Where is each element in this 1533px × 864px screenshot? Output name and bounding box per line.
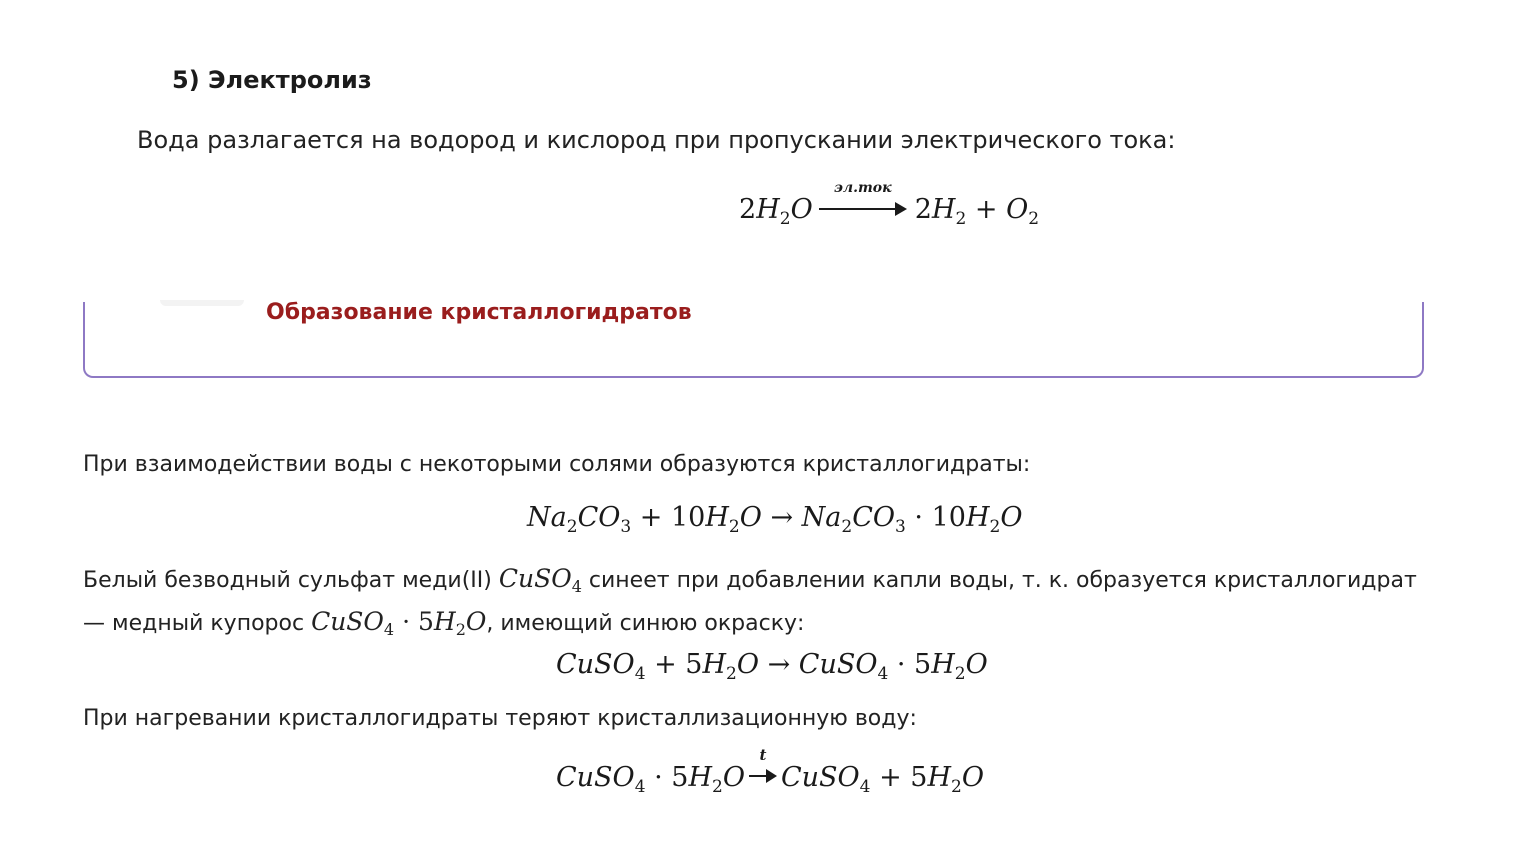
heating-paragraph: При нагревании кристаллогидраты теряют кристаллизационную воду: — [83, 706, 917, 731]
copper-text-part1: Белый безводный сульфат меди(II) — [83, 568, 492, 593]
copper-hydration-equation: CuSO$_4$ + $5H_2O$ → CuSO$_4$ · $5H_2O$ — [556, 649, 988, 684]
electrolysis-paragraph: Вода разлагается на водород и кислород при пропускании электрического тока: — [137, 126, 1176, 154]
crystal-intro-paragraph: При взаимодействии воды с некоторыми солями образуются кристаллогидраты: — [83, 452, 1031, 477]
soda-equation: $Na_2CO_3 + 10H_2O \to Na_2CO_3 \cdot 10H_2O$ — [527, 502, 1023, 537]
box-decoration — [160, 300, 244, 306]
electrolysis-equation: $2H_2O$ эл.ток $2H_2 + O_2$ — [739, 180, 1040, 229]
copper-sulfate-paragraph — [83, 558, 1443, 644]
crystal-box-title: Образование кристаллогидратов — [266, 300, 692, 325]
heat-arrow — [749, 746, 777, 784]
copper-text-part2: синеет при добавлении капли воды, т. к. образуется кристаллогидрат — медный купорос — [83, 568, 1417, 636]
copper-text-part3: , имеющий синюю окраску: — [486, 611, 805, 636]
section-heading: 5) Электролиз — [172, 66, 372, 94]
reaction-arrow — [819, 180, 907, 216]
arrow-label: эл.ток — [833, 180, 892, 196]
dehydration-equation: CuSO$_4$ · $5H_2O$ t CuSO$_4$ + $5H_2O$ — [556, 746, 984, 797]
blue-vitriol-formula: CuSO$_4$ · $5H_2O$ — [311, 607, 487, 639]
cuso4-formula: CuSO$_4$ — [498, 564, 582, 596]
heat-arrow-label: t — [759, 746, 767, 764]
